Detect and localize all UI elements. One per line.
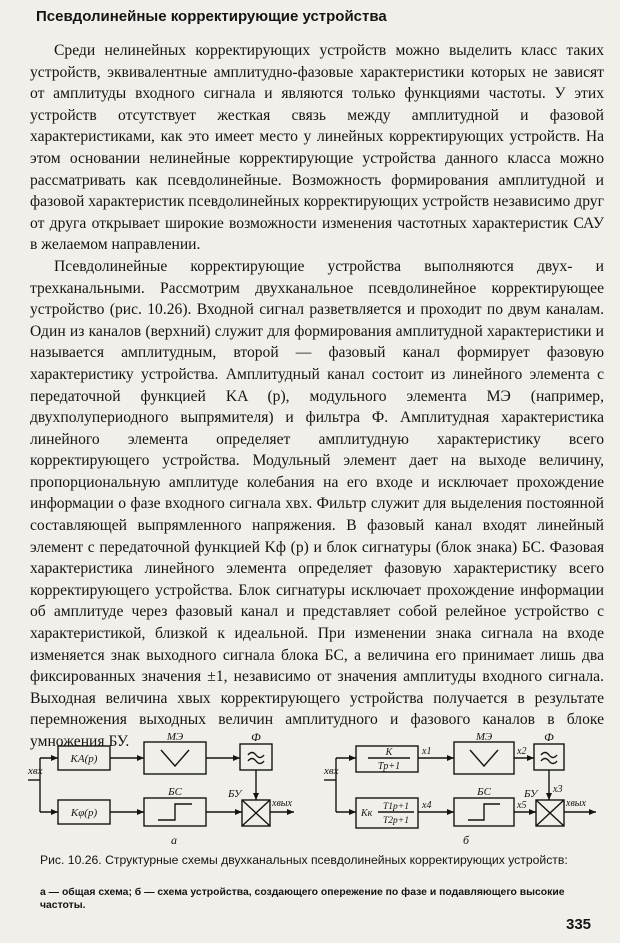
block-me-b bbox=[454, 742, 514, 774]
kf-label: Kφ(p) bbox=[70, 807, 98, 819]
input-label-b: xвх bbox=[324, 765, 339, 777]
figure-caption-note: а — общая схема; б — схема устройства, создающего опережение по фазе и подавляющего высокие частоты. bbox=[40, 887, 565, 911]
f-label-a: Ф bbox=[251, 730, 261, 744]
tf-lower-den: T2p+1 bbox=[383, 816, 409, 826]
bs-label-b: БС bbox=[477, 786, 491, 798]
x5-label: x5 bbox=[517, 800, 527, 811]
bu-label-a: БУ bbox=[228, 788, 242, 800]
figure-caption: Рис. 10.26. Структурные схемы двухканальных псевдолинейных корректирующих устройств: bbox=[40, 853, 568, 867]
paragraph-1: Среди нелинейных корректирующих устройств можно выделить класс таких устройств, эквивалентные амплитудно-фазовые характеристики которых не зависят от амплитуды входного сигнала и являются только функциями частоты. У этих устройств отсутствует жесткая связь между амплитудной и фазовой характеристиками, как это имеет место у линейных корректирующих устройств. На этом основании нелинейные корректирующие устройства данного класса можно рассматривать как псевдолинейные. Возможность формирования амплитудной и фазовой характеристик псевдолинейных корректирующих устройств независимо друг от друга открывает широкие возможности изменения частотных характеристик САУ в желаемом направлении. bbox=[30, 42, 604, 254]
block-me bbox=[144, 742, 206, 774]
section-title: Псевдолинейные корректирующие устройства bbox=[36, 8, 387, 25]
input-label-a: xвх bbox=[28, 765, 43, 777]
block-diagrams bbox=[26, 730, 606, 850]
tf-lower-k: Kк bbox=[361, 808, 373, 819]
ka-label: KA(p) bbox=[70, 753, 98, 765]
block-filter bbox=[240, 744, 272, 770]
tf-lower-num: T1p+1 bbox=[383, 802, 409, 812]
block-filter-b bbox=[534, 744, 564, 770]
x2-label: x2 bbox=[517, 746, 527, 757]
body-text bbox=[30, 40, 604, 753]
output-label-a: xвых bbox=[272, 798, 292, 809]
bu-label-b: БУ bbox=[524, 788, 538, 800]
x4-label: x4 bbox=[422, 800, 432, 811]
output-label-b: xвых bbox=[566, 798, 586, 809]
f-label-b: Ф bbox=[544, 730, 554, 744]
page-number: 335 bbox=[566, 916, 592, 933]
bs-label-a: БС bbox=[168, 786, 182, 798]
me-label-a: МЭ bbox=[166, 731, 184, 743]
me-label-b: МЭ bbox=[475, 731, 493, 743]
sub-label-b: б bbox=[462, 833, 470, 847]
tf-upper-den: Tp+1 bbox=[377, 761, 401, 772]
figure-10-26 bbox=[26, 730, 606, 850]
paragraph-2: Псевдолинейные корректирующие устройства выполняются двух- и трехканальными. Рассмотрим двухканальное псевдолинейное корректирующее устройство (рис. 10.26). Входной сигнал разветвляется и проходит по двум каналам. Один из каналов (верхний) служит для формирования амплитудной характеристики и называется амплитудным, второй — фазовый канал формирует фазовую характеристику устройства. Амплитудный канал состоит из линейного элемента с передаточной функцией KA (p), модульного элемента МЭ (например, двухполупериодного выпрямителя) и фильтра Ф. Амплитудная характеристика линейного элемента определяет амплитудную характеристику всего корректирующего устройства. Модульный элемент дает на выходе величину, пропорциональную амплитуде колебания на его входе и исключает прохождение информации о фазе входного сигнала xвх. Фильтр служит для выделения постоянной составляющей выпрямленного напряжения. В фазовый канал входят линейный элемент с передаточной функцией Kф (p) и блок сигнатуры (блок знака) БС. Фазовая характеристика линейного элемента определяет фазовую характеристику всего корректирующего устройства. Блок сигнатуры исключает прохождение информации об амплитуде через фазовый канал и представляет собой релейное устройство с характеристикой, близкой к идеальной. При изменении знака сигнала на входе изменяется знак выходного сигнала блока БС, а величина его принимает лишь два фиксированных значения ±1, независимо от значения амплитуды входного сигнала. Выходная величина xвых корректирующего устройства получается в результате перемножения выходных величин амплитудного и фазового каналов в блоке умножения БУ. bbox=[30, 257, 604, 750]
tf-upper-num: K bbox=[385, 747, 393, 758]
x1-label: x1 bbox=[422, 746, 432, 757]
sub-label-a: а bbox=[171, 833, 177, 847]
x3-label: x3 bbox=[553, 784, 563, 795]
